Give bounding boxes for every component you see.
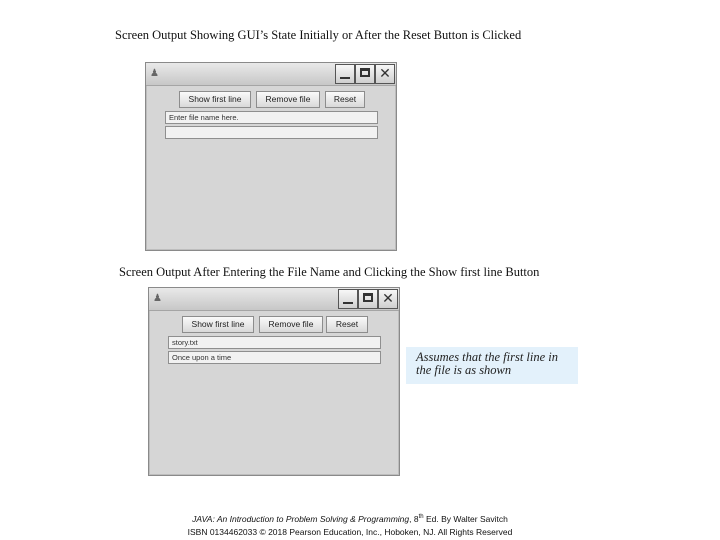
- footer-citation: [0, 514, 700, 524]
- title-bar[interactable]: [149, 288, 399, 311]
- assumption-note: [406, 347, 578, 384]
- close-icon: ✕: [379, 66, 391, 82]
- show-first-line-button[interactable]: Show first line: [179, 91, 251, 108]
- first-line-output-field[interactable]: Once upon a time: [168, 351, 381, 364]
- note-line-1: Assumes that the first line in: [416, 350, 559, 364]
- reset-button[interactable]: Reset: [325, 91, 365, 108]
- note-line-2: the file is as shown: [416, 363, 512, 377]
- java-app-icon: ♟: [153, 293, 162, 304]
- minimize-icon: [343, 302, 353, 304]
- edition-author: Ed. By Walter Savitch: [423, 514, 508, 524]
- remove-file-button[interactable]: Remove file: [259, 316, 323, 333]
- minimize-icon: [340, 77, 350, 79]
- book-title: JAVA: An Introduction to Problem Solving & Programming: [192, 514, 410, 524]
- java-app-icon: ♟: [150, 68, 159, 79]
- remove-file-button[interactable]: Remove file: [256, 91, 320, 108]
- window-after-show-first-line: [148, 287, 400, 476]
- reset-button[interactable]: Reset: [326, 316, 368, 333]
- minimize-button[interactable]: [335, 64, 355, 84]
- minimize-button[interactable]: [338, 289, 358, 309]
- close-button[interactable]: [375, 64, 395, 84]
- window-initial-state: [145, 62, 397, 251]
- file-name-input[interactable]: story.txt: [168, 336, 381, 349]
- close-button[interactable]: [378, 289, 398, 309]
- close-icon: ✕: [382, 291, 394, 307]
- footer-copyright: ISBN 0134462033 © 2018 Pearson Education, Inc., Hoboken, NJ. All Rights Reserved: [187, 527, 513, 537]
- file-name-input[interactable]: Enter file name here.: [165, 111, 378, 124]
- maximize-button[interactable]: [355, 64, 375, 84]
- caption-initial-state: Screen Output Showing GUI’s State Initially or After the Reset Button is Clicked: [115, 28, 522, 42]
- edition-superscript: th: [418, 514, 424, 520]
- maximize-icon: [360, 68, 370, 77]
- title-bar[interactable]: [146, 63, 396, 86]
- edition-prefix: , 8: [409, 514, 419, 524]
- first-line-output-field[interactable]: [165, 126, 378, 139]
- caption-after-show-first-line: Screen Output After Entering the File Name and Clicking the Show first line Button: [119, 265, 540, 279]
- show-first-line-button[interactable]: Show first line: [182, 316, 254, 333]
- maximize-button[interactable]: [358, 289, 378, 309]
- maximize-icon: [363, 293, 373, 302]
